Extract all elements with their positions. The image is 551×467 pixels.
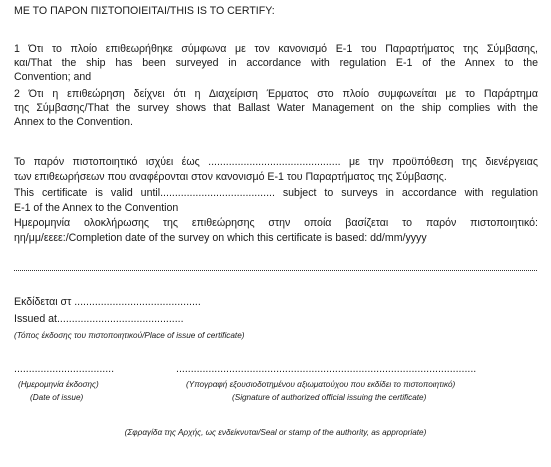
validity-gr-line-1: Το παρόν πιστοποιητικό ισχύει έως ............................................. με την προϋπόθεση της διενέργειας (14, 156, 538, 168)
validity-gr-line-2: των επιθεωρήσεων που αναφέρονται στον κανονισμό Ε-1 του Παραρτήματος της Σύμβασης. (14, 171, 447, 183)
item-1-line-3: Convention; and (14, 71, 92, 83)
signature-dotted-line: ...................................................................................................... (176, 363, 477, 375)
date-dotted-line: .................................. (14, 363, 115, 375)
dotted-rule (14, 270, 537, 271)
completion-en-line: ηη/μμ/εεεε:/Completion date of the survey on which this certificate is based: dd/mm/yyyy (14, 232, 427, 244)
item-1-line-2: και/That the ship has been surveyed in accordance with regulation E-1 of the Annex to the (14, 57, 538, 69)
signature-caption-gr: (Υπογραφή εξουσιοδοτημένου αξιωματούχου που εκδίδει το πιστοποιητικό) (186, 380, 456, 389)
issued-place-en: Issued at........................................... (14, 313, 184, 325)
issued-place-gr: Εκδίδεται στ ........................................... (14, 296, 201, 308)
seal-caption: (Σφραγίδα της Αρχής, ως ενδείκνυται/Seal or stamp of the authority, as appropriate) (124, 428, 427, 437)
date-caption-en: (Date of issue) (30, 393, 84, 402)
item-2-line-2: της Σύμβασης/That the survey shows that Ballast Water Management on the ship complies with the (14, 102, 538, 114)
certify-heading: ΜΕ ΤΟ ΠΑΡΟΝ ΠΙΣΤΟΠΟΙΕΙΤΑΙ/THIS IS TO CERTIFY: (14, 5, 275, 17)
validity-en-line-1: This certificate is valid until....................................... subject to surveys in accordance with regulation (14, 187, 538, 199)
validity-en-line-2: E-1 of the Annex to the Convention (14, 202, 179, 214)
date-caption-gr: (Ημερομηνία έκδοσης) (18, 380, 99, 389)
completion-gr-line: Ημερομηνία ολοκλήρωσης της επιθεώρησης στην οποία βασίζεται το παρόν πιστοποιητικό: (14, 217, 538, 229)
item-1-line-1: 1 Ότι το πλοίο επιθεωρήθηκε σύμφωνα με τον κανονισμό Ε-1 του Παραρτήματος της Σύμβασης, (14, 43, 538, 55)
item-2-line-3: Annex to the Convention. (14, 116, 133, 128)
signature-caption-en: (Signature of authorized official issuing the certificate) (232, 393, 427, 402)
item-2-line-1: 2 Ότι η επιθεώρηση δείχνει ότι η Διαχείριση Έρματος στο πλοίο συμφωνείται με το Παράρτημα (14, 88, 538, 100)
place-caption: (Τόπος έκδοσης του πιστοποιητικού/Place of issue of certificate) (14, 331, 245, 340)
